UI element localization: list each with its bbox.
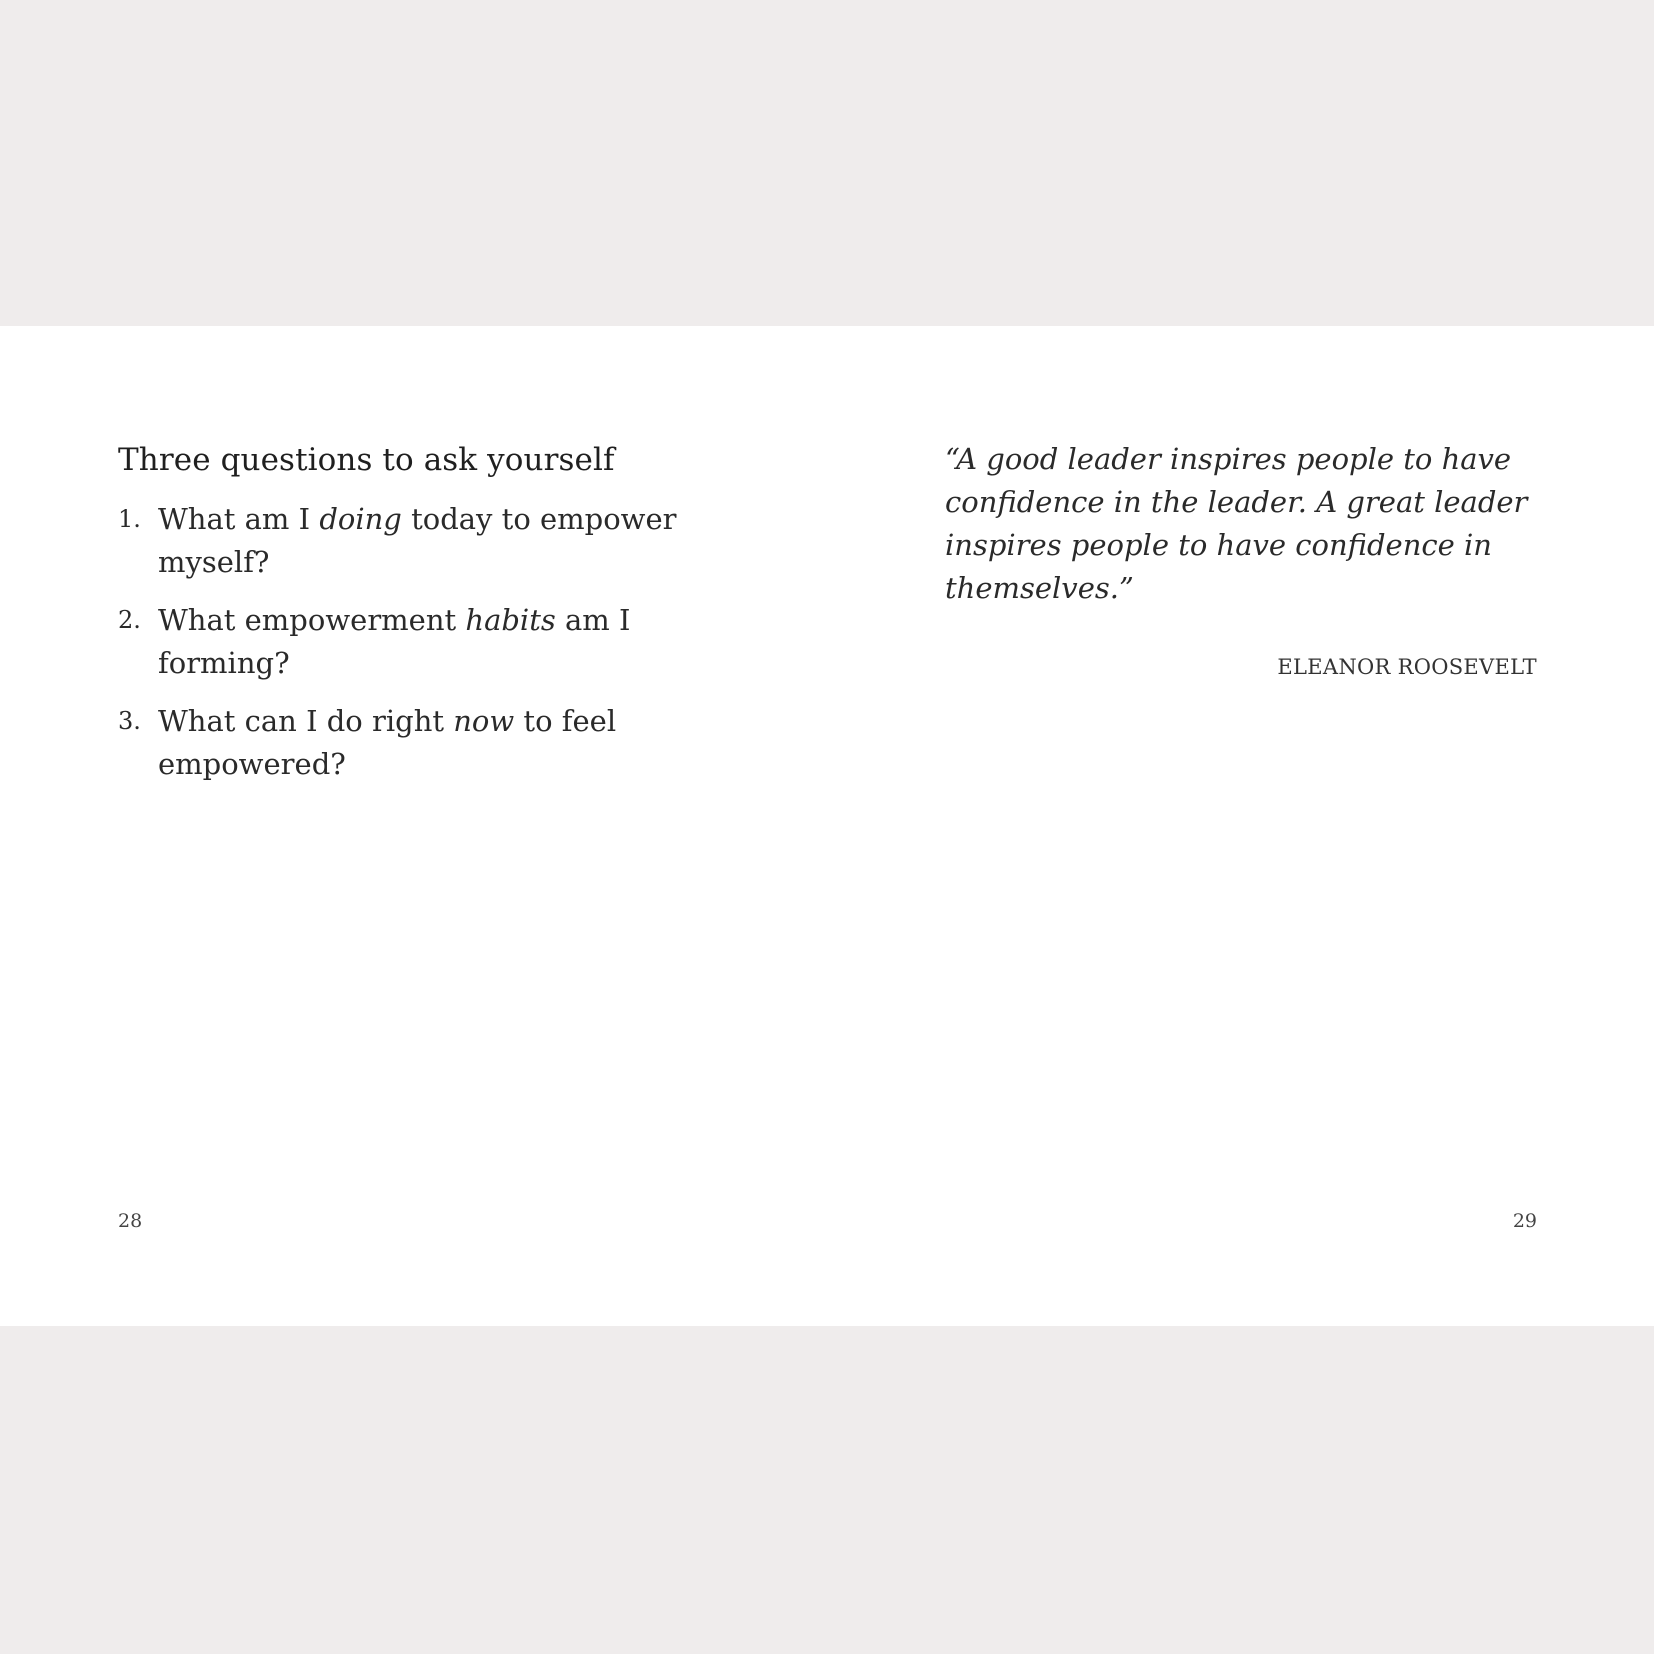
question-text: What can I do right now to feel empowered? <box>158 704 617 781</box>
left-page <box>0 326 827 1326</box>
question-item <box>118 498 678 584</box>
book-spread <box>0 326 1654 1326</box>
question-text: What empowerment habits am I forming? <box>158 603 631 680</box>
quote-text: “A good leader inspires people to have confidence in the leader. A great leader inspires people to have confidence in themselves.” <box>945 442 1528 605</box>
questions-list <box>118 498 678 801</box>
quote-attribution: ELEANOR ROOSEVELT <box>1277 655 1537 679</box>
question-emphasis: doing <box>319 502 402 536</box>
question-number: 3. <box>118 707 141 735</box>
section-heading: Three questions to ask yourself <box>118 442 615 478</box>
question-item <box>118 599 678 685</box>
right-page <box>827 326 1654 1326</box>
page-number-left: 28 <box>118 1210 143 1232</box>
question-emphasis: now <box>453 704 515 738</box>
question-number: 2. <box>118 606 141 634</box>
question-text: What am I doing today to empower myself? <box>158 502 677 579</box>
question-number: 1. <box>118 505 141 533</box>
question-emphasis: habits <box>465 603 556 637</box>
question-item <box>118 700 678 786</box>
page-number-right: 29 <box>1512 1210 1537 1232</box>
